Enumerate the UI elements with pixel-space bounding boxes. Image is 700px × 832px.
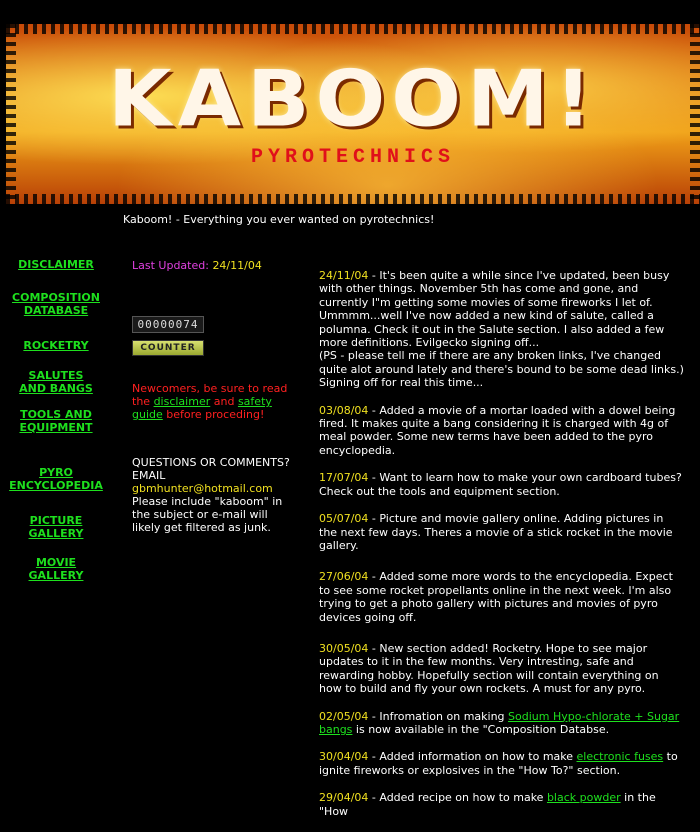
news-entry bbox=[319, 710, 684, 737]
news-text: is now available in the "Composition Databse. bbox=[352, 722, 610, 736]
nav-salutes-and-bangs[interactable]: SALUTES AND BANGS bbox=[19, 369, 93, 395]
kaboom-banner bbox=[6, 24, 700, 204]
questions-title: QUESTIONS OR COMMENTS? bbox=[132, 456, 290, 469]
newcomers-text-post: before proceding! bbox=[166, 408, 265, 421]
news-date: 03/08/04 bbox=[319, 403, 369, 417]
nav-composition-database[interactable]: COMPOSITION DATABASE bbox=[12, 291, 100, 317]
news-text: - New section added! Rocketry. Hope to see major updates to it in the few months. Very intresting, safe and rewarding hobby. Hopefully section will contain everything on how to build and fly your own rockets. A must for any pyro. bbox=[319, 641, 659, 696]
news-entry bbox=[319, 750, 684, 777]
contact-email[interactable]: gbmhunter@hotmail.com bbox=[132, 482, 273, 495]
nav-movie-gallery[interactable]: MOVIE GALLERY bbox=[28, 556, 84, 582]
last-updated-label: Last Updated: bbox=[132, 259, 209, 272]
last-updated bbox=[132, 259, 297, 272]
nav-disclaimer[interactable]: DISCLAIMER bbox=[18, 258, 94, 271]
banner-title: KABOOM! bbox=[108, 54, 598, 145]
news-date: 29/04/04 bbox=[319, 791, 369, 805]
news-entry bbox=[319, 471, 684, 498]
news-text: - Picture and movie gallery online. Adding pictures in the next few days. Theres a movie of a stick rocket in the movie gallery. bbox=[319, 512, 673, 552]
news-text: to ignite fireworks or explosives in the "How To?" section. bbox=[319, 750, 678, 777]
news-text: - Added a movie of a mortar loaded with a dowel being fired. It makes quite a bang considering it is charged with 4g of meal powder. Some new terms have been added to the pyro encyclopedia. bbox=[319, 403, 676, 457]
news-text: - It's been quite a while since I've updated, been busy with other things. November 5th has come and gone, and currently I"m getting some movies of some fireworks I let of. Ummmm...well I've now added a new kind of salute, called a polumna. Check it out in the Salute section. I also added a few more definitions. Evilgecko signing off... bbox=[319, 269, 670, 350]
banner-subtitle: PYROTECHNICS bbox=[250, 146, 456, 169]
email-label: EMAIL bbox=[132, 469, 166, 482]
news-text: - Infromation on making bbox=[368, 709, 509, 723]
news-date: 02/05/04 bbox=[319, 709, 369, 723]
news-date: 24/11/04 bbox=[319, 269, 369, 282]
counter-button[interactable]: COUNTER bbox=[132, 340, 204, 356]
news-link[interactable]: black powder bbox=[546, 791, 621, 805]
nav-pyro-encyclopedia[interactable]: PYRO ENCYCLOPEDIA bbox=[9, 466, 103, 492]
news-column bbox=[319, 269, 684, 832]
nav-picture-gallery[interactable]: PICTURE GALLERY bbox=[28, 514, 84, 540]
nav-tools-and-equipment[interactable]: TOOLS AND EQUIPMENT bbox=[19, 408, 93, 434]
news-entry bbox=[319, 512, 684, 552]
safety-guide-link[interactable]: safety guide bbox=[132, 395, 272, 421]
news-text: - Added recipe on how to make bbox=[368, 791, 547, 805]
disclaimer-link[interactable]: disclaimer bbox=[153, 395, 211, 408]
last-updated-date: 24/11/04 bbox=[212, 259, 262, 272]
newcomers-text-pre: Newcomers, be sure to read the bbox=[132, 382, 288, 408]
newcomers-notice bbox=[132, 382, 292, 421]
news-date: 30/05/04 bbox=[319, 641, 369, 655]
nav-rocketry[interactable]: ROCKETRY bbox=[23, 339, 89, 352]
news-text: - Added information on how to make bbox=[368, 750, 577, 764]
site-tagline: Kaboom! - Everything you ever wanted on pyrotechnics! bbox=[123, 213, 435, 226]
news-entry bbox=[319, 269, 684, 390]
news-entry bbox=[319, 570, 684, 624]
news-text: - Added some more words to the encyclopedia. Expect to see some rocket propellants online in the next week. I'm also trying to get a photo gallery with pictures and movies of pyro devices going off. bbox=[319, 570, 673, 624]
news-text-extra: (PS - please tell me if there are any broken links, I've changed quite alot around lately and there's bound to be some dead links.) Signing off for real this time... bbox=[319, 349, 684, 390]
news-date: 27/06/04 bbox=[319, 570, 369, 584]
news-link[interactable]: electronic fuses bbox=[576, 750, 664, 764]
news-date: 05/07/04 bbox=[319, 512, 369, 526]
news-text: - Want to learn how to make your own cardboard tubes? Check out the tools and equipment section. bbox=[319, 471, 682, 498]
news-entry bbox=[319, 404, 684, 458]
news-text: in the "How bbox=[319, 791, 656, 818]
news-entry bbox=[319, 642, 684, 696]
newcomers-and: and bbox=[213, 395, 235, 408]
hit-counter: 00000074 bbox=[132, 316, 204, 333]
news-date: 30/04/04 bbox=[319, 750, 369, 764]
email-note: Please include "kaboom" in the subject or e-mail will likely get filtered as junk. bbox=[132, 495, 283, 534]
news-entry bbox=[319, 791, 684, 818]
news-link[interactable]: Sodium Hypo-chlorate + Sugar bangs bbox=[319, 709, 680, 736]
news-date: 17/07/04 bbox=[319, 471, 369, 485]
contact-block bbox=[132, 456, 294, 534]
